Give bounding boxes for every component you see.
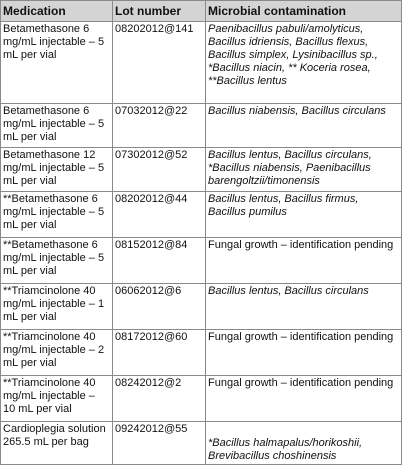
- contamination-cell: Fungal growth – identification pending: [206, 330, 402, 376]
- contamination-cell: Bacillus lentus, Bacillus circulans, *Bacillus niabensis, Paenibacillus barengoltzii/timonensis: [206, 148, 402, 192]
- lot-number-cell: 08202012@141: [113, 22, 206, 104]
- contamination-cell: Bacillus lentus, Bacillus firmus, Bacillus pumilus: [206, 192, 402, 238]
- lot-number-cell: 08152012@84: [113, 238, 206, 284]
- medication-cell: Betamethasone 12 mg/mL injectable – 5 mL per vial: [1, 148, 113, 192]
- table-row: [1, 104, 402, 148]
- header-medication: Medication: [1, 1, 113, 22]
- contamination-cell: Paenibacillus pabuli/amolyticus, Bacillus idriensis, Bacillus flexus, Bacillus simplex, Lysinibacillus sp., *Bacillus niacin, ** Koceria rosea, **Bacillus lentus: [206, 22, 402, 104]
- table-row: [1, 330, 402, 376]
- lot-number-cell: 06062012@6: [113, 284, 206, 330]
- contamination-cell: Bacillus lentus, Bacillus circulans: [206, 284, 402, 330]
- lot-number-cell: 08202012@44: [113, 192, 206, 238]
- medication-cell: **Betamethasone 6 mg/mL injectable – 5 mL per vial: [1, 192, 113, 238]
- header-lot-number: Lot number: [113, 1, 206, 22]
- contamination-cell: *Bacillus halmapalus/horikoshii, Brevibacillus choshinensis: [206, 422, 402, 465]
- header-row: [1, 1, 402, 22]
- contamination-cell: Bacillus niabensis, Bacillus circulans: [206, 104, 402, 148]
- lot-number-cell: 09242012@55: [113, 422, 206, 465]
- lot-number-cell: 07302012@52: [113, 148, 206, 192]
- table-row: [1, 284, 402, 330]
- table-row: [1, 238, 402, 284]
- table-row: [1, 192, 402, 238]
- medication-cell: Betamethasone 6 mg/mL injectable – 5 mL per vial: [1, 104, 113, 148]
- lot-number-cell: 08242012@2: [113, 376, 206, 422]
- table-row: [1, 376, 402, 422]
- medication-cell: **Betamethasone 6 mg/mL injectable – 5 mL per vial: [1, 238, 113, 284]
- table-row: [1, 148, 402, 192]
- table-row: [1, 22, 402, 104]
- contamination-cell: Fungal growth – identification pending: [206, 238, 402, 284]
- medication-cell: **Triamcinolone 40 mg/mL injectable – 1 mL per vial: [1, 284, 113, 330]
- table-row: [1, 422, 402, 465]
- lot-number-cell: 08172012@60: [113, 330, 206, 376]
- medication-cell: Betamethasone 6 mg/mL injectable – 5 mL per vial: [1, 22, 113, 104]
- contamination-cell: Fungal growth – identification pending: [206, 376, 402, 422]
- medication-cell: Cardioplegia solution 265.5 mL per bag: [1, 422, 113, 465]
- medication-cell: **Triamcinolone 40 mg/mL injectable – 10 mL per vial: [1, 376, 113, 422]
- medication-cell: **Triamcinolone 40 mg/mL injectable – 2 mL per vial: [1, 330, 113, 376]
- lot-number-cell: 07032012@22: [113, 104, 206, 148]
- header-microbial-contamination: Microbial contamination: [206, 1, 402, 22]
